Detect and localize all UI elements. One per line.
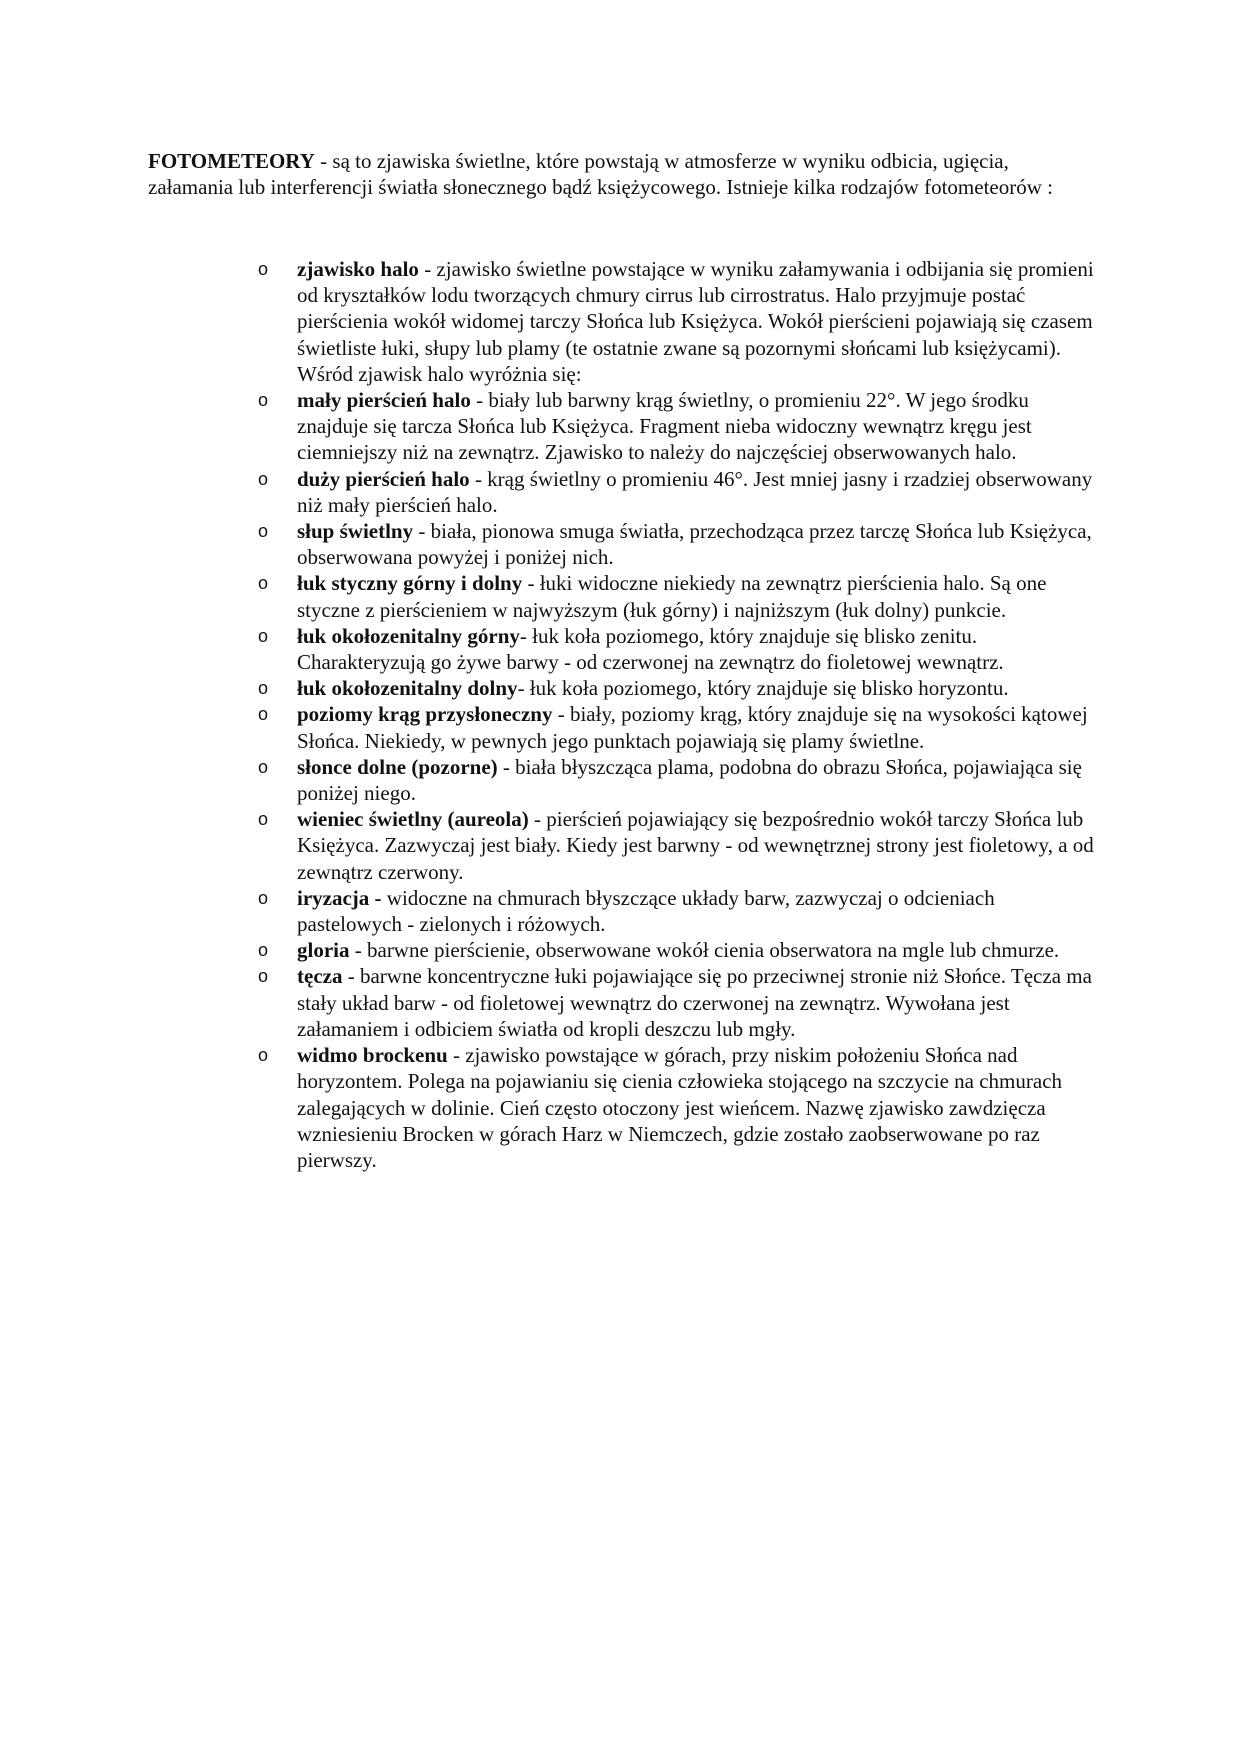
item-text: - barwne koncentryczne łuki pojawiające się po przeciwnej stronie niż Słońce. Tęcza ma stały układ barw - od fioletowej wewnątrz do czerwonej na zewnątrz. Wywołana jest załamaniem i odbiciem światła od kropli deszczu lub mgły. bbox=[297, 964, 1092, 1041]
item-term: słup świetlny bbox=[297, 519, 414, 544]
list-item bbox=[258, 963, 1100, 1042]
list-item bbox=[258, 518, 1100, 570]
item-term: wieniec świetlny (aureola) bbox=[297, 807, 529, 832]
bullet-marker: o bbox=[258, 887, 269, 908]
item-text: - biała, pionowa smuga światła, przechodząca przez tarczę Słońca lub Księżyca, obserwowana powyżej i poniżej nich. bbox=[297, 519, 1092, 570]
item-term: łuk okołozenitalny górny bbox=[297, 623, 520, 648]
intro-text: - są to zjawiska świetlne, które powstają w atmosferze w wyniku odbicia, ugięcia, załamania lub interferencji światła słonecznego bądź księżycowego. Istnieje kilka rodzajów fotometeorów : bbox=[148, 149, 1053, 199]
item-term: widmo brockenu bbox=[297, 1043, 448, 1068]
list-item bbox=[258, 806, 1100, 885]
bullet-marker: o bbox=[258, 678, 269, 699]
item-text: widoczne na chmurach błyszczące układy barw, zazwyczaj o odcieniach pastelowych - zielonych i różowych. bbox=[297, 885, 995, 937]
item-term: duży pierścień halo bbox=[297, 466, 470, 491]
bullet-marker: o bbox=[258, 966, 269, 987]
item-term: łuk okołozenitalny dolny bbox=[297, 676, 518, 701]
item-text: - krąg świetlny o promieniu 46°. Jest mniej jasny i rzadziej obserwowany niż mały pierścień halo. bbox=[297, 466, 1093, 517]
item-term: gloria bbox=[297, 938, 350, 963]
list-item bbox=[258, 675, 1100, 701]
item-text: - biały lub barwny krąg świetlny, o promieniu 22°. W jego środku znajduje się tarcza Słońca lub Księżyca. Fragment nieba widoczny wewnątrz kręgu jest ciemniejszy niż na zewnątrz. Zjawisko to należy do najczęściej obserwowanych halo. bbox=[297, 388, 1032, 465]
bullet-marker: o bbox=[258, 259, 269, 279]
list-item bbox=[258, 570, 1100, 622]
item-term: łuk styczny górny i dolny bbox=[297, 571, 523, 596]
item-term: zjawisko halo bbox=[297, 257, 419, 281]
bullet-marker: o bbox=[258, 756, 269, 777]
list-item bbox=[258, 256, 1100, 387]
item-term: poziomy krąg przysłoneczny bbox=[297, 702, 553, 727]
item-text: - łuk koła poziomego, który znajduje się blisko zenitu. Charakteryzują go żywe barwy - od czerwonej na zewnątrz do fioletowej wewnątrz. bbox=[297, 623, 1004, 675]
item-text: - łuki widoczne niekiedy na zewnątrz pierścienia halo. Są one styczne z pierścieniem w najwyższym (łuk górny) i najniższym (łuk dolny) punkcie. bbox=[297, 571, 1047, 622]
item-text: - łuk koła poziomego, który znajduje się blisko horyzontu. bbox=[517, 676, 1009, 701]
list-item bbox=[258, 885, 1100, 937]
item-term: mały pierścień halo bbox=[297, 388, 471, 413]
phenomena-list bbox=[258, 256, 1100, 1173]
bullet-marker: o bbox=[258, 521, 269, 542]
list-item bbox=[258, 466, 1100, 518]
item-text: - biała błyszcząca plama, podobna do obrazu Słońca, pojawiająca się poniżej niego. bbox=[297, 754, 1082, 806]
list-item bbox=[258, 387, 1100, 466]
bullet-marker: o bbox=[258, 573, 269, 594]
bullet-marker: o bbox=[258, 704, 269, 725]
bullet-marker: o bbox=[258, 1045, 269, 1066]
item-term: iryzacja - bbox=[297, 885, 382, 910]
item-text: - biały, poziomy krąg, który znajduje się na wysokości kątowej Słońca. Niekiedy, w pewnych jego punktach pojawiają się plamy świetlne. bbox=[297, 702, 1088, 753]
item-text: - zjawisko świetlne powstające w wyniku załamywania i odbijania się promieni od kryształków lodu tworzących chmury cirrus lub cirrostratus. Halo przyjmuje postać pierścienia wokół widomej tarczy Słońca lub Księżyca. Wokół pierścieni pojawiają się czasem świetliste łuki, słupy lub plamy (te ostatnie zwane są pozornymi słońcami lub księżycami). Wśród zjawisk halo wyróżnia się: bbox=[297, 257, 1094, 386]
list-item bbox=[258, 754, 1100, 806]
item-text: - zjawisko powstające w górach, przy niskim położeniu Słońca nad horyzontem. Polega na pojawianiu się cienia człowieka stojącego na szczycie na chmurach zalegających w dolinie. Cień często otoczony jest wieńcem. Nazwę zjawisko zawdzięcza wzniesieniu Brocken w górach Harz w Niemczech, gdzie zostało zaobserwowane po raz pierwszy. bbox=[297, 1043, 1063, 1172]
bullet-marker: o bbox=[258, 468, 269, 489]
item-term: tęcza bbox=[297, 964, 343, 989]
item-term: słonce dolne (pozorne) bbox=[297, 754, 498, 779]
list-item bbox=[258, 623, 1100, 675]
item-text: - barwne pierścienie, obserwowane wokół cienia obserwatora na mgle lub chmurze. bbox=[349, 938, 1060, 963]
bullet-marker: o bbox=[258, 625, 269, 646]
bullet-marker: o bbox=[258, 940, 269, 961]
intro-paragraph bbox=[148, 148, 1098, 200]
list-item bbox=[258, 701, 1100, 753]
list-item bbox=[258, 937, 1100, 963]
item-text: - pierścień pojawiający się bezpośrednio wokół tarczy Słońca lub Księżyca. Zazwyczaj jest biały. Kiedy jest barwny - od wewnętrznej strony jest fioletowy, a od zewnątrz czerwony. bbox=[297, 807, 1094, 884]
bullet-marker: o bbox=[258, 390, 269, 411]
bullet-marker: o bbox=[258, 809, 269, 830]
list-item bbox=[258, 1042, 1100, 1173]
intro-term: FOTOMETEORY bbox=[148, 149, 315, 173]
